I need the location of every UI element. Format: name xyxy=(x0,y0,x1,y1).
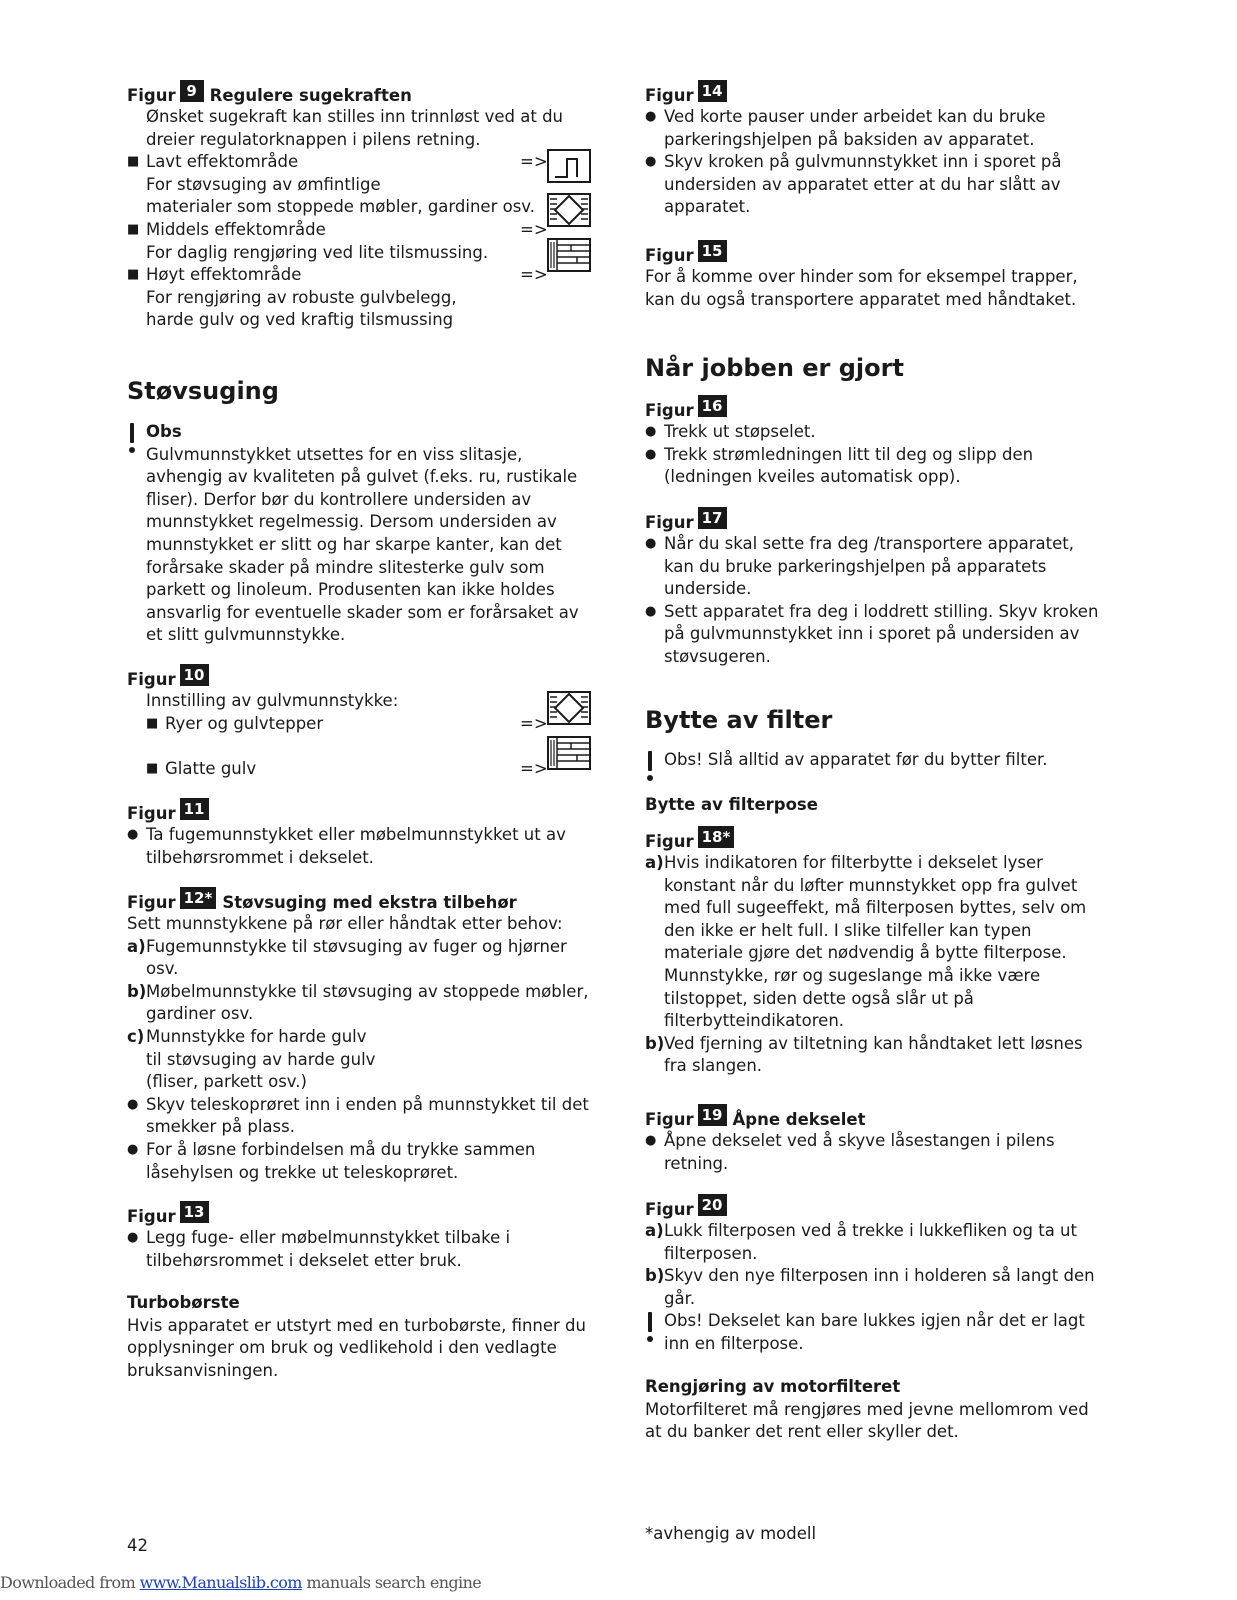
square-bullet-icon: ■ xyxy=(127,221,140,237)
figure-12-heading xyxy=(127,887,597,913)
section-heading: Bytte av filter xyxy=(645,706,833,734)
arrow-text: => xyxy=(520,265,548,285)
figure-16-section xyxy=(645,395,1115,489)
section-heading: Når jobben er gjort xyxy=(645,354,904,382)
text-line: Gulvmunnstykket utsettes for en viss slitasje, xyxy=(146,444,523,464)
filterbag-subsection xyxy=(645,794,1115,817)
text-line: Møbelmunnstykke til støvsuging av stoppede møbler, xyxy=(146,981,589,1001)
text-line: gardiner osv. xyxy=(146,1004,254,1024)
figure-11-section xyxy=(127,798,597,869)
item-label: c) xyxy=(127,1026,145,1046)
arrow-text: => xyxy=(520,758,548,778)
text-line: Legg fuge- eller møbelmunnstykket tilbake i xyxy=(146,1228,511,1247)
figure-19-heading xyxy=(645,1104,1115,1130)
text-line: støvsugeren. xyxy=(664,646,771,666)
figure-number-badge: 13 xyxy=(180,1201,209,1223)
figure-title: Åpne dekselet xyxy=(732,1110,866,1129)
text-line: Sett apparatet fra deg i loddrett stilling. Skyv kroken xyxy=(664,601,1099,621)
text-line: materiale gjøre det nødvendig å bytte filterpose. xyxy=(664,943,1067,963)
text-line: Munnstykke for harde gulv xyxy=(146,1026,367,1046)
subsection-heading: Bytte av filterpose xyxy=(645,795,818,814)
bullet-item xyxy=(127,1094,597,1139)
text-line: materialer som stoppede møbler, gardiner osv. xyxy=(146,197,536,217)
figure-number-badge: 15 xyxy=(698,240,727,262)
lettered-item-b xyxy=(127,981,597,1026)
nozzle-option-carpet xyxy=(127,713,597,758)
lettered-item-a xyxy=(645,852,1115,1033)
text-line: Ved korte pauser under arbeidet kan du bruke xyxy=(664,107,1046,126)
text-line: parkett og linoleum. Produsenten kan ikke holdes xyxy=(146,580,555,600)
figure-title: Støvsuging med ekstra tilbehør xyxy=(222,893,517,912)
text-line: Trekk strømledningen litt til deg og slipp den xyxy=(664,444,1034,464)
figure-label: Figur xyxy=(645,86,694,105)
item-label: b) xyxy=(127,981,147,1001)
text-line: låsehylsen og trekke ut teleskoprøret. xyxy=(146,1162,459,1182)
text-line: undersiden av apparatet etter at du har slått av xyxy=(664,174,1061,194)
bullet-item xyxy=(645,421,1115,444)
bullet-item xyxy=(645,533,1115,601)
footnote: *avhengig av modell xyxy=(645,1524,817,1543)
text-line: filterbytteindikatoren. xyxy=(664,1011,845,1031)
power-level-high xyxy=(127,264,597,332)
text-line: Når du skal sette fra deg /transportere apparatet, xyxy=(664,534,1075,553)
lettered-item-a xyxy=(645,1220,1115,1265)
text-line: Skyv kroken på gulvmunnstykket inn i sporet på xyxy=(664,152,1062,172)
bullet-item xyxy=(127,1139,597,1184)
lettered-item-b xyxy=(645,1033,1115,1078)
stovsuging-section xyxy=(127,376,597,406)
square-bullet-icon: ■ xyxy=(146,760,159,776)
section-heading: Støvsuging xyxy=(127,377,279,405)
page-number: 42 xyxy=(127,1536,148,1555)
low-power-icon xyxy=(547,149,591,183)
turbo-section xyxy=(127,1292,597,1382)
figure-19-section xyxy=(645,1104,1115,1175)
figure-12-section xyxy=(127,887,597,1184)
bullet-item xyxy=(645,601,1115,669)
text-line: Obs! Dekselet kan bare lukkes igjen når det er lagt xyxy=(664,1311,1085,1331)
medium-power-icon xyxy=(547,193,591,227)
figure-label: Figur xyxy=(645,1200,694,1219)
text-line: For støvsuging av ømfintlige xyxy=(146,174,381,194)
square-bullet-icon: ■ xyxy=(127,267,140,283)
bullet-item xyxy=(127,1227,597,1272)
text-line: harde gulv og ved kraftig tilsmussing xyxy=(146,310,454,330)
lettered-item-b xyxy=(645,1265,1115,1310)
download-suffix: manuals search engine xyxy=(301,1573,482,1592)
download-notice xyxy=(0,1572,481,1595)
figure-11-heading xyxy=(127,798,597,824)
figure-15-heading xyxy=(645,240,1115,266)
text-line: Ønsket sugekraft kan stilles inn trinnløst ved at du xyxy=(146,107,564,126)
text-line: Motorfilteret må rengjøres med jevne mellomrom ved xyxy=(645,1399,1089,1419)
text-line: at du banker det rent eller skyller det. xyxy=(645,1422,959,1442)
figure-13-heading xyxy=(127,1201,597,1227)
figure-15-section xyxy=(645,240,1115,311)
item-label: a) xyxy=(127,936,146,956)
text-line: Fugemunnstykke til støvsuging av fuger og hjørner xyxy=(146,936,567,956)
text-line: konstant når du løfter munnstykket opp fra gulvet xyxy=(664,875,1078,895)
figure-14-section xyxy=(645,80,1115,219)
item-label: a) xyxy=(645,853,664,872)
bullet-item xyxy=(645,106,1115,151)
text-line: For å komme over hinder som for eksempel trapper, xyxy=(645,267,1078,286)
figure-9-section xyxy=(127,80,597,332)
hard-floor-icon xyxy=(547,736,591,770)
power-level-label: Middels effektområde xyxy=(146,219,326,239)
text-line: Lukk filterposen ved å trekke i lukkefliken og ta ut xyxy=(664,1221,1077,1240)
square-bullet-icon: ■ xyxy=(146,715,159,731)
text-line: Åpne dekselet ved å skyve låsestangen i pilens xyxy=(664,1131,1055,1150)
round-bullet-icon: ● xyxy=(645,603,657,619)
round-bullet-icon: ● xyxy=(645,536,657,551)
figure-label: Figur xyxy=(645,246,694,265)
arrow-text: => xyxy=(520,219,548,239)
warning-title: Obs xyxy=(146,422,182,441)
text-line: Skyv teleskoprøret inn i enden på munnstykket til det xyxy=(146,1094,589,1114)
figure-label: Figur xyxy=(127,804,176,823)
text-line: kan du bruke parkeringshjelpen på apparatets xyxy=(664,556,1047,576)
text-line: tilstoppet, siden dette også slår ut på xyxy=(664,988,974,1008)
figure-9-heading xyxy=(127,80,597,106)
power-level-low xyxy=(127,151,597,219)
fig10-intro: Innstilling av gulvmunnstykke: xyxy=(146,691,399,710)
text-line: For å løsne forbindelsen må du trykke sammen xyxy=(146,1139,536,1159)
bullet-item xyxy=(127,824,597,869)
subsection-heading: Turbobørste xyxy=(127,1293,240,1312)
figure-18-section xyxy=(645,826,1115,1078)
exclamation-icon xyxy=(127,423,137,463)
carpet-icon xyxy=(547,691,591,725)
text-line: opplysninger om bruk og vedlikehold i den vedlagte xyxy=(127,1338,557,1358)
power-level-label: Lavt effektområde xyxy=(146,152,299,172)
round-bullet-icon: ● xyxy=(645,1133,657,1148)
text-line: For rengjøring av robuste gulvbelegg, xyxy=(146,287,457,307)
figure-18-heading xyxy=(645,826,1115,852)
exclamation-icon xyxy=(645,751,655,791)
round-bullet-icon: ● xyxy=(127,827,139,842)
motor-filter-section xyxy=(645,1376,1115,1444)
subsection-heading: Rengjøring av motorfilteret xyxy=(645,1377,901,1396)
figure-label: Figur xyxy=(645,401,694,420)
round-bullet-icon: ● xyxy=(127,1141,139,1157)
figure-10-section xyxy=(127,664,597,788)
option-label: Ryer og gulvtepper xyxy=(165,713,324,733)
done-section xyxy=(645,353,1115,383)
option-label: Glatte gulv xyxy=(165,758,257,778)
figure-number-badge: 18* xyxy=(698,826,735,848)
text-line: fra slangen. xyxy=(664,1056,763,1076)
round-bullet-icon: ● xyxy=(645,424,657,439)
arrow-text: => xyxy=(520,152,548,172)
text-line: Munnstykke, rør og sugeslange må ikke være xyxy=(664,965,1041,985)
figure-14-heading xyxy=(645,80,1115,106)
text-line: munnstykket regelmessig. Dersom undersiden av xyxy=(146,512,557,532)
text-line: osv. xyxy=(146,959,179,979)
nozzle-option-hard-floor xyxy=(127,758,597,788)
text-line: apparatet. xyxy=(664,197,751,217)
figure-17-heading xyxy=(645,507,1115,533)
text-line: Skyv den nye filterposen inn i holderen så langt den xyxy=(664,1266,1095,1286)
lettered-item-c xyxy=(127,1026,597,1094)
text-line: med full sugeeffekt, må filterposen byttes, selv om xyxy=(664,898,1087,918)
bullet-item xyxy=(645,1130,1115,1175)
download-prefix: Downloaded from xyxy=(0,1573,140,1592)
text-line: går. xyxy=(664,1288,696,1308)
figure-label: Figur xyxy=(645,1110,694,1129)
figure-17-section xyxy=(645,507,1115,669)
figure-number-badge: 17 xyxy=(698,507,727,529)
item-label: a) xyxy=(645,1221,664,1240)
text-line: tilbehørsrommet i dekselet. xyxy=(146,847,374,867)
filter-section xyxy=(645,705,1115,735)
item-label: b) xyxy=(645,1033,665,1053)
high-power-icon xyxy=(547,238,591,272)
bullet-item xyxy=(645,151,1115,219)
figure-label: Figur xyxy=(645,832,694,851)
text-line: på gulvmunnstykket inn i sporet på undersiden av xyxy=(664,624,1080,644)
text-line: tilbehørsrommet i dekselet etter bruk. xyxy=(146,1250,462,1270)
text-line: Trekk ut støpselet. xyxy=(664,422,816,441)
arrow-text: => xyxy=(520,713,548,733)
text-line: forårsake skader på mindre slitesterke gulv som xyxy=(146,557,545,577)
bullet-item xyxy=(645,444,1115,489)
text-line: ansvarlig for eventuelle skader som er forårsaket av xyxy=(146,602,579,622)
text-line: (ledningen kveiles automatisk opp). xyxy=(664,467,961,487)
fig12-intro: Sett munnstykkene på rør eller håndtak etter behov: xyxy=(127,914,563,933)
power-level-label: Høyt effektområde xyxy=(146,265,302,285)
text-line: Ved fjerning av tiltetning kan håndtaket lett løsnes xyxy=(664,1033,1083,1053)
figure-label: Figur xyxy=(127,670,176,689)
round-bullet-icon: ● xyxy=(645,154,657,170)
text-line: til støvsuging av harde gulv xyxy=(146,1049,376,1069)
text-line: et slitt gulvmunnstykke. xyxy=(146,625,346,645)
figure-20-section xyxy=(645,1194,1115,1356)
round-bullet-icon: ● xyxy=(645,109,657,124)
text-line: retning. xyxy=(664,1153,729,1173)
warning-text: Obs! Slå alltid av apparatet før du bytter filter. xyxy=(664,750,1048,769)
text-line: inn en filterpose. xyxy=(664,1333,804,1353)
figure-number-badge: 19 xyxy=(698,1104,727,1126)
square-bullet-icon: ■ xyxy=(127,154,140,170)
figure-16-heading xyxy=(645,395,1115,421)
round-bullet-icon: ● xyxy=(645,446,657,462)
manualslib-link[interactable]: www.Manualslib.com xyxy=(139,1573,302,1592)
exclamation-icon xyxy=(645,1312,655,1352)
text-line: For daglig rengjøring ved lite tilsmussing. xyxy=(146,242,489,262)
text-line: filterposen. xyxy=(664,1243,758,1263)
lettered-item-a xyxy=(127,936,597,981)
fig20-obs-warning xyxy=(645,1310,1115,1355)
figure-number-badge: 20 xyxy=(698,1194,727,1216)
item-label: b) xyxy=(645,1266,665,1286)
obs-warning xyxy=(127,421,597,647)
fig9-intro xyxy=(127,106,597,151)
text-line: underside. xyxy=(664,579,752,599)
figure-number-badge: 14 xyxy=(698,80,727,102)
text-line: Hvis indikatoren for filterbytte i dekselet lyser xyxy=(664,853,1043,872)
text-line: bruksanvisningen. xyxy=(127,1360,279,1380)
figure-number-badge: 11 xyxy=(180,798,209,820)
figure-number-badge: 16 xyxy=(698,395,727,417)
round-bullet-icon: ● xyxy=(127,1096,139,1112)
text-line: parkeringshjelpen på baksiden av apparatet. xyxy=(664,129,1035,149)
figure-label: Figur xyxy=(645,513,694,532)
figure-number-badge: 10 xyxy=(180,664,209,686)
figure-20-heading xyxy=(645,1194,1115,1220)
text-line: fliser). Derfor bør du kontrollere undersiden av xyxy=(146,489,532,509)
text-line: munnstykket er slitt og har skarpe kanter, kan det xyxy=(146,534,562,554)
figure-label: Figur xyxy=(127,86,176,105)
figure-label: Figur xyxy=(127,1207,176,1226)
figure-13-section xyxy=(127,1201,597,1272)
text-line: smekker på plass. xyxy=(146,1117,295,1137)
figure-10-heading xyxy=(127,664,597,690)
text-line: (fliser, parkett osv.) xyxy=(146,1072,307,1092)
filter-obs-warning xyxy=(645,749,1115,789)
round-bullet-icon: ● xyxy=(127,1230,139,1245)
text-line: dreier regulatorknappen i pilens retning. xyxy=(146,129,481,149)
figure-title: Regulere sugekraften xyxy=(209,86,412,105)
text-line: den ikke er helt full. I slike tilfeller kan typen xyxy=(664,920,1032,940)
text-line: Ta fugemunnstykket eller møbelmunnstykket ut av xyxy=(146,825,566,844)
text-line: avhengig av kvaliteten på gulvet (f.eks. ru, rustikale xyxy=(146,467,578,487)
figure-number-badge: 9 xyxy=(180,80,204,102)
power-level-medium xyxy=(127,219,597,264)
figure-label: Figur xyxy=(127,893,176,912)
text-line: kan du også transportere apparatet med håndtaket. xyxy=(645,289,1077,309)
figure-number-badge: 12* xyxy=(180,887,217,909)
text-line: Hvis apparatet er utstyrt med en turbobørste, finner du xyxy=(127,1315,586,1335)
